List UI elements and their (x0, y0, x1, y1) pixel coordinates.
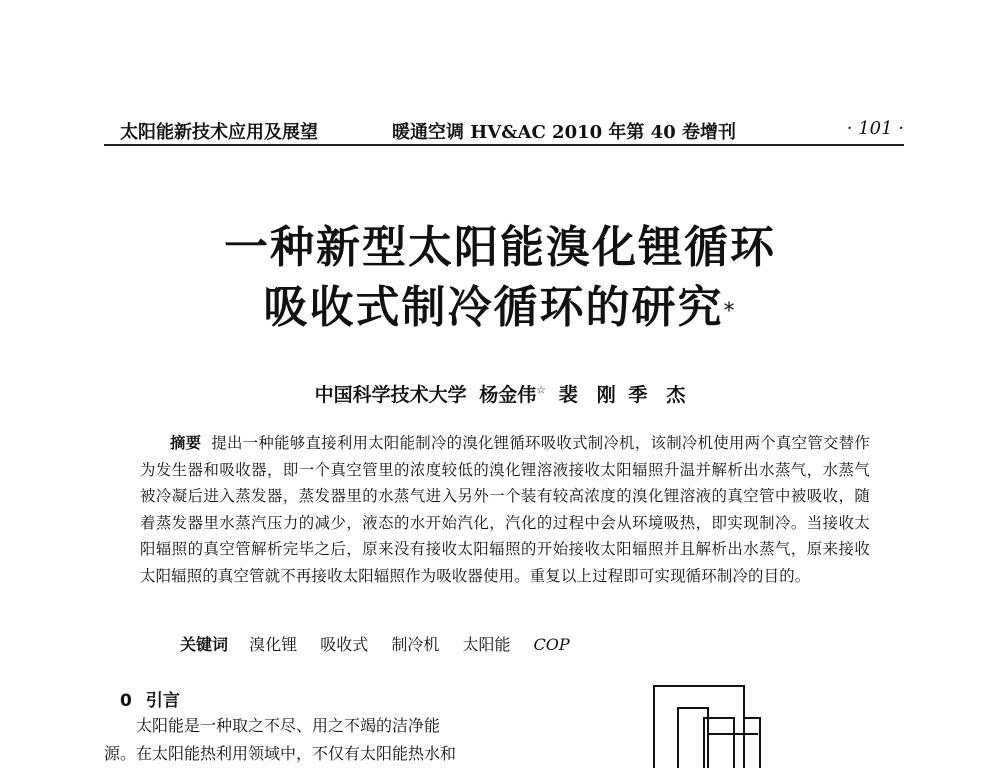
author-ji: 季 杰 (628, 384, 686, 406)
title-footnote-marker: * (723, 299, 737, 324)
section-heading-introduction (120, 686, 180, 711)
paper-title (0, 218, 1000, 338)
section-number: 0 (120, 691, 132, 711)
figure-vessel (744, 718, 760, 768)
authors-line (0, 380, 1000, 407)
author-pei: 裴 刚 (558, 384, 616, 406)
keyword-item: COP (533, 635, 570, 654)
keyword-item: 吸收式 (320, 635, 369, 654)
author-yang-name: 杨金伟 (479, 384, 537, 406)
header-section-title: 太阳能新技术应用及展望 (120, 122, 318, 143)
figure-schematic (648, 678, 778, 768)
abstract-text: 提出一种能够直接利用太阳能制冷的溴化锂循环吸收式制冷机，该制冷机使用两个真空管交替作为发生器和吸收器，即一个真空管里的浓度较低的溴化锂溶液接收太阳辐照升温并解析出水蒸气，水蒸气被冷凝后进入蒸发器，蒸发器里的水蒸气进入另外一个装有较高浓度的溴化锂溶液的真空管中被吸收，随着蒸发器里水蒸汽压力的减少，液态的水开始汽化，汽化的过程中会从环境吸热，即实现制冷。当接收太阳辐照的真空管解析完毕之后，原来没有接收太阳辐照的开始接收太阳辐照并且解析出水蒸气，原来接收太阳辐照的真空管就不再接收太阳辐照作为吸收器使用。重复以上过程即可实现循环制冷的目的。 (140, 434, 870, 585)
author-yang (479, 384, 546, 406)
keywords-label: 关键词 (180, 635, 229, 654)
keywords (180, 632, 588, 655)
keyword-item: 太阳能 (462, 635, 511, 654)
title-line-2-text: 吸收式制冷循环的研究 (263, 282, 724, 333)
keyword-item: 制冷机 (391, 635, 440, 654)
header-page-number: · 101 · (846, 118, 904, 139)
abstract-label: 摘要 (170, 434, 202, 452)
author-yang-mark: ☆ (536, 383, 547, 397)
title-line-1: 一种新型太阳能溴化锂循环 (224, 222, 776, 273)
body-paragraph-line: 太阳能是一种取之不尽、用之不竭的洁净能 (136, 716, 441, 735)
affiliation: 中国科学技术大学 (314, 384, 467, 406)
section-title: 引言 (145, 691, 180, 711)
abstract (140, 430, 870, 589)
header-journal-info: 暖通空调 HV&AC 2010 年第 40 卷增刊 (392, 122, 736, 143)
running-header (104, 104, 904, 146)
figure-outer-frame (654, 686, 744, 768)
keyword-item: 溴化锂 (249, 635, 298, 654)
title-line-2 (0, 278, 1000, 338)
body-paragraph-line: 源。在太阳能热利用领域中，不仅有太阳能热水和 (104, 744, 457, 763)
